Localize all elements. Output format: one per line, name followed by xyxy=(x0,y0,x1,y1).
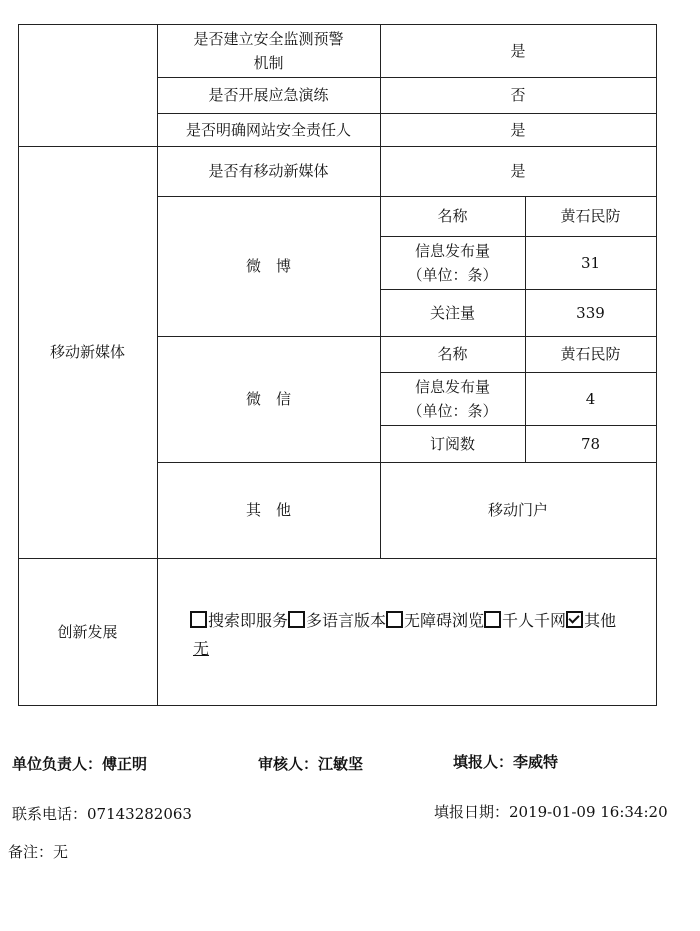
has-mobile-media-label: 是否有移动新媒体 xyxy=(208,162,329,180)
weibo-name-value: 黄石民防 xyxy=(560,207,621,225)
emergency-drill-label: 是否开展应急演练 xyxy=(208,86,329,104)
option-accessibility-label: 无障碍浏览 xyxy=(404,611,485,630)
other-media-value: 移动门户 xyxy=(487,501,548,519)
checkbox-accessibility[interactable] xyxy=(386,611,403,628)
weixin-posts-label: 信息发布量 （单位：条） xyxy=(407,377,498,420)
emergency-drill-value: 否 xyxy=(510,86,526,104)
weibo-followers-value: 339 xyxy=(576,303,605,322)
weibo-posts-value: 31 xyxy=(580,253,601,272)
reviewer: 审核人：江敏坚 xyxy=(258,755,364,773)
remark: 备注：无 xyxy=(8,843,69,861)
option-personalized-label: 千人千网 xyxy=(502,611,567,630)
security-responsible-label: 是否明确网站安全责任人 xyxy=(185,120,351,139)
reporter: 填报人：李威特 xyxy=(453,753,559,771)
other-media-label: 其 他 xyxy=(245,501,291,519)
innovation-other-text: 无 xyxy=(193,639,210,658)
option-multilingual-label: 多语言版本 xyxy=(306,611,387,630)
weixin-subscribers-label: 订阅数 xyxy=(429,434,475,453)
warning-mechanism-label: 是否建立安全监测预警 机制 xyxy=(193,29,344,72)
checkbox-multilingual[interactable] xyxy=(288,611,305,628)
mobile-media-section-label: 移动新媒体 xyxy=(49,343,125,361)
weixin-name-label: 名称 xyxy=(437,345,468,363)
weibo-label: 微 博 xyxy=(245,257,291,275)
weixin-subscribers-value: 78 xyxy=(580,434,601,453)
report-date: 填报日期：2019-01-09 16:34:20 xyxy=(434,803,668,821)
security-responsible-value: 是 xyxy=(510,120,526,139)
checkbox-search-service[interactable] xyxy=(190,611,207,628)
has-mobile-media-value: 是 xyxy=(510,162,526,180)
unit-head: 单位负责人：傅正明 xyxy=(12,755,148,773)
innovation-options xyxy=(190,608,616,631)
innovation-label: 创新发展 xyxy=(57,622,118,641)
checkbox-other[interactable] xyxy=(566,611,583,628)
weibo-name-label: 名称 xyxy=(437,207,468,225)
weixin-name-value: 黄石民防 xyxy=(560,345,621,363)
weibo-posts-label: 信息发布量 （单位：条） xyxy=(407,241,498,284)
checkbox-personalized[interactable] xyxy=(484,611,501,628)
table-border-right xyxy=(656,24,657,706)
table-border-bottom xyxy=(18,705,657,706)
warning-mechanism-value: 是 xyxy=(510,41,526,60)
weixin-posts-value: 4 xyxy=(585,389,596,408)
contact-phone: 联系电话：07143282063 xyxy=(12,805,192,823)
option-other-label: 其他 xyxy=(584,611,617,630)
weibo-followers-label: 关注量 xyxy=(429,303,475,322)
option-search-service-label: 搜索即服务 xyxy=(208,611,289,630)
weixin-label: 微 信 xyxy=(245,390,291,408)
